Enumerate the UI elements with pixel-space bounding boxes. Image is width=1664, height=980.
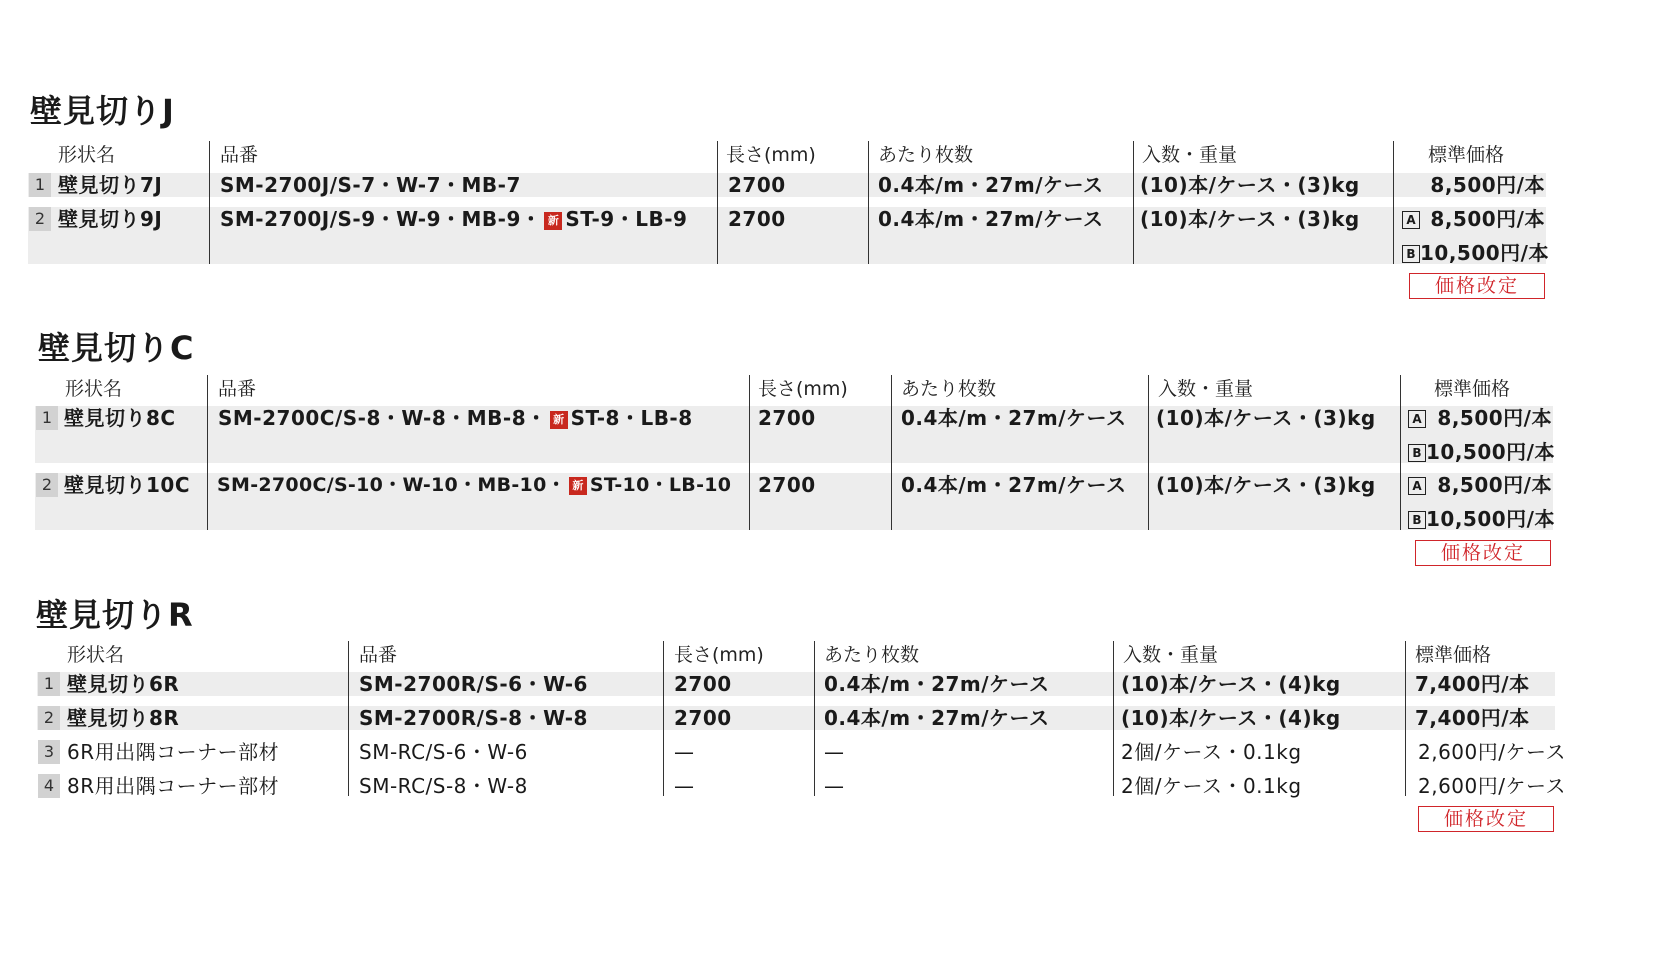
price: 7,400円/本 — [1415, 706, 1530, 730]
column-divider — [1133, 141, 1134, 264]
new-badge: 新 — [544, 212, 562, 230]
header-per: あたり枚数 — [824, 644, 920, 666]
length: 2700 — [728, 173, 786, 197]
price-a-icon: A — [1408, 474, 1426, 496]
shape-name: 壁見切り6R — [67, 672, 180, 696]
header-per: あたり枚数 — [878, 144, 974, 166]
per-unit: 0.4本/m・27m/ケース — [878, 207, 1104, 231]
per-unit: 0.4本/m・27m/ケース — [824, 706, 1050, 730]
column-divider — [348, 641, 349, 796]
row-number: 2 — [38, 706, 60, 730]
per-unit: 0.4本/m・27m/ケース — [878, 173, 1104, 197]
price: 8,500円/本 — [1430, 173, 1545, 197]
header-price: 標準価格 — [1415, 644, 1492, 666]
column-divider — [814, 641, 815, 796]
price-a-icon: A — [1408, 407, 1426, 429]
price-b-icon: B — [1402, 242, 1420, 264]
length: 2700 — [758, 473, 816, 497]
length: 2700 — [674, 706, 732, 730]
qty-weight: (10)本/ケース・(3)kg — [1156, 406, 1376, 430]
qty-weight: 2個/ケース・0.1kg — [1121, 774, 1302, 798]
price-b-icon: B — [1408, 441, 1426, 463]
qty-weight: (10)本/ケース・(3)kg — [1140, 173, 1360, 197]
price-b-icon: B — [1408, 508, 1426, 530]
column-divider — [1400, 375, 1401, 530]
row-number: 1 — [29, 173, 51, 197]
price-a: 8,500円/本 — [1437, 406, 1552, 430]
header-part: 品番 — [220, 144, 259, 166]
new-badge: 新 — [550, 411, 568, 429]
header-part: 品番 — [218, 378, 257, 400]
qty-weight: (10)本/ケース・(3)kg — [1156, 473, 1376, 497]
qty-weight: (10)本/ケース・(4)kg — [1121, 672, 1341, 696]
column-divider — [207, 375, 208, 530]
header-qty: 入数・重量 — [1123, 644, 1219, 666]
part-number: SM-RC/S-6・W-6 — [359, 740, 528, 764]
row-number: 4 — [38, 774, 60, 798]
column-divider — [663, 641, 664, 796]
part-number: SM-2700R/S-8・W-8 — [359, 706, 588, 730]
shape-name: 8R用出隅コーナー部材 — [67, 774, 280, 798]
price-revision-badge: 価格改定 — [1409, 273, 1545, 299]
header-part: 品番 — [359, 644, 398, 666]
qty-weight: (10)本/ケース・(3)kg — [1140, 207, 1360, 231]
per-unit: — — [824, 774, 845, 798]
header-shape: 形状名 — [65, 378, 123, 400]
header-qty: 入数・重量 — [1158, 378, 1254, 400]
price: 2,600円/ケース — [1418, 774, 1566, 798]
header-per: あたり枚数 — [901, 378, 997, 400]
shape-name: 壁見切り7J — [58, 173, 163, 197]
price-b: 10,500円/本 — [1426, 440, 1555, 464]
row-number: 2 — [29, 207, 51, 231]
row-number: 1 — [38, 672, 60, 696]
section-title: 壁見切りR — [36, 596, 194, 634]
price-b: 10,500円/本 — [1420, 241, 1549, 265]
column-divider — [209, 141, 210, 264]
part-number: SM-2700C/S-8・W-8・MB-8・ 新 ST-8・LB-8 — [218, 406, 693, 430]
header-qty: 入数・重量 — [1142, 144, 1238, 166]
price-revision-badge: 価格改定 — [1418, 806, 1554, 832]
per-unit: 0.4本/m・27m/ケース — [824, 672, 1050, 696]
per-unit: 0.4本/m・27m/ケース — [901, 406, 1127, 430]
price-a: 8,500円/本 — [1430, 207, 1545, 231]
price: 2,600円/ケース — [1418, 740, 1566, 764]
new-badge: 新 — [569, 477, 587, 495]
length: 2700 — [674, 672, 732, 696]
header-price: 標準価格 — [1434, 378, 1511, 400]
shape-name: 壁見切り10C — [64, 473, 191, 497]
part-number: SM-2700R/S-6・W-6 — [359, 672, 588, 696]
header-shape: 形状名 — [58, 144, 116, 166]
price-a-icon: A — [1402, 208, 1420, 230]
header-length: 長さ(mm) — [758, 378, 848, 400]
column-divider — [717, 141, 718, 264]
length: 2700 — [728, 207, 786, 231]
column-divider — [749, 375, 750, 530]
column-divider — [1405, 641, 1406, 796]
row-number: 2 — [36, 473, 58, 497]
header-shape: 形状名 — [67, 644, 125, 666]
per-unit: — — [824, 740, 845, 764]
column-divider — [1393, 141, 1394, 264]
section-title: 壁見切りC — [38, 329, 195, 367]
price-b: 10,500円/本 — [1426, 507, 1555, 531]
shape-name: 壁見切り8C — [64, 406, 176, 430]
part-number: SM-RC/S-8・W-8 — [359, 774, 528, 798]
row-number: 1 — [36, 406, 58, 430]
header-length: 長さ(mm) — [674, 644, 764, 666]
per-unit: 0.4本/m・27m/ケース — [901, 473, 1127, 497]
row-number: 3 — [38, 740, 60, 764]
header-length: 長さ(mm) — [726, 144, 816, 166]
header-price: 標準価格 — [1428, 144, 1505, 166]
column-divider — [891, 375, 892, 530]
column-divider — [1148, 375, 1149, 530]
shape-name: 6R用出隅コーナー部材 — [67, 740, 280, 764]
length: 2700 — [758, 406, 816, 430]
qty-weight: (10)本/ケース・(4)kg — [1121, 706, 1341, 730]
price: 7,400円/本 — [1415, 672, 1530, 696]
qty-weight: 2個/ケース・0.1kg — [1121, 740, 1302, 764]
part-number: SM-2700J/S-9・W-9・MB-9・ 新 ST-9・LB-9 — [220, 207, 688, 231]
length: — — [674, 740, 695, 764]
part-number: SM-2700C/S-10・W-10・MB-10・ 新 ST-10・LB-10 — [217, 474, 732, 496]
section-title: 壁見切りJ — [30, 92, 175, 130]
length: — — [674, 774, 695, 798]
price-a: 8,500円/本 — [1437, 473, 1552, 497]
shape-name: 壁見切り9J — [58, 207, 163, 231]
price-revision-badge: 価格改定 — [1415, 540, 1551, 566]
column-divider — [1113, 641, 1114, 796]
shape-name: 壁見切り8R — [67, 706, 180, 730]
part-number: SM-2700J/S-7・W-7・MB-7 — [220, 173, 521, 197]
column-divider — [868, 141, 869, 264]
